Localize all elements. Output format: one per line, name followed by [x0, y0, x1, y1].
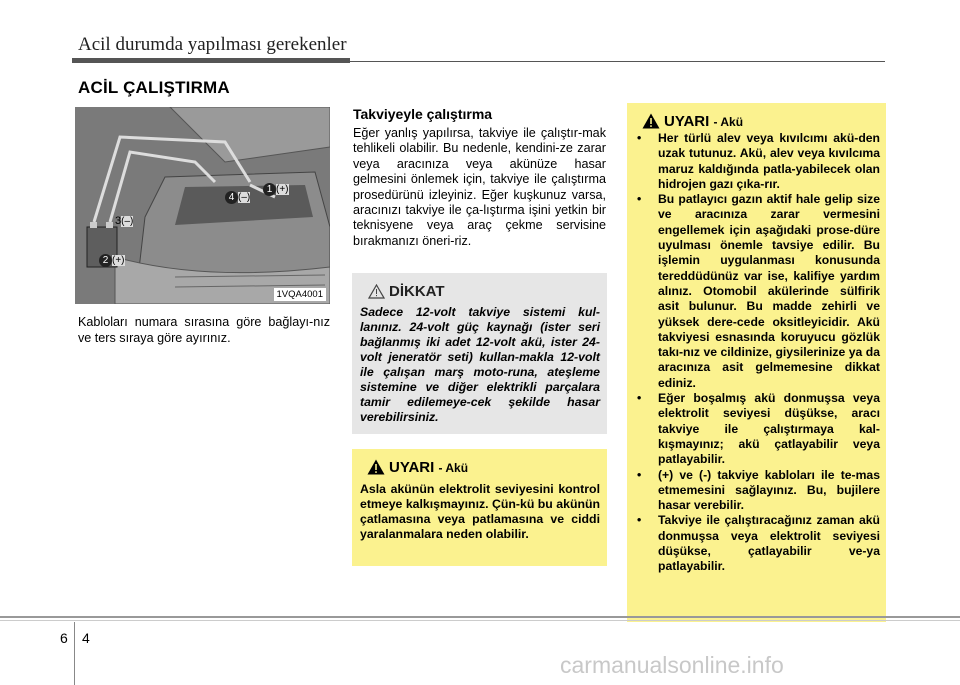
chapter-number: 6 [60, 630, 68, 646]
footer-rule [0, 616, 960, 618]
warning-list-item: • Eğer boşalmış akü donmuşsa veya elektrolit seviyesi düşükse, aracı takviye ile çalıştırmaya kal-kışmayınız; akü çatlayabilir veya patlayabilir. [637, 391, 880, 467]
warning-heading-large: UYARI - Akü [642, 113, 743, 130]
warning-list-item: • (+) ve (-) takviye kabloları ile te-mas etmemesini sağlayınız. Bu, bujilere hasar verebilir. [637, 467, 880, 513]
header-rule [72, 58, 350, 63]
warning-list-item: • Bu patlayıcı gazın aktif hale gelip size ve aracınıza zarar vermesini engellemek için aşağıdaki prose-düre uyulması önemle tavsiye edilir. Bu işlemin uygulanması konusunda tereddüdünüz var ise, kalifiye yardım alınız. Otomobil akülerinde sülfirik asit bulunur. Bu madde zehirli ve yüksek dere-cede oksitleyicidir. Akü takviyesi esnasında koruyucu gözlük takı-nız ve cildinize, giysilerinize ya da aracınıza asit gelmemesine dikkat ediniz. [637, 192, 880, 390]
page-number: 4 [82, 630, 90, 646]
figure-code: 1VQA4001 [274, 288, 326, 301]
label-2: 2 (+) [99, 250, 125, 268]
watermark: carmanualsonline.info [560, 652, 784, 678]
jump-start-heading: Takviyeyle çalıştırma [353, 106, 493, 122]
warning-triangle-icon [642, 113, 660, 129]
warning-box-battery-large [627, 103, 886, 622]
car-engine-illustration [75, 107, 330, 304]
header-title: Acil durumda yapılması gerekenler [78, 34, 347, 55]
header-rule-thin [350, 61, 885, 62]
warning-heading: UYARI - Akü [367, 459, 468, 476]
caution-heading: DİKKAT [368, 283, 445, 300]
warning-text: Asla akünün elektrolit seviyesini kontrol etmeye kalkışmayınız. Çün-kü bu akünün çatlamasına veya patlamasına ve ciddi yaralanmalara neden olabilir. [360, 482, 600, 541]
warning-list [635, 131, 880, 575]
caution-triangle-icon [368, 284, 385, 299]
figure-caption: Kabloları numara sırasına göre bağlayı-nız ve ters sıraya göre ayırınız. [78, 315, 330, 345]
section-title: ACİL ÇALIŞTIRMA [78, 78, 230, 97]
label-1: 1 (+) [263, 179, 289, 197]
jump-start-illustration [75, 107, 330, 304]
jump-start-body: Eğer yanlış yapılırsa, takviye ile çalıştır-mak tehlikeli olabilir. Bu nedenle, kendini-ze zarar veya aracınıza veya akünüze hasar gelmesini önlemek için, takviye ile çalıştırma prosedürünü izleyiniz. Eğer kuşkunuz varsa, aracınızı takviye ile ça-lıştırma işini yetkin bir teknisyene veya araç çekme servisine bırakmanızı öneri-riz. [353, 126, 606, 248]
warning-list-item: • Her türlü alev veya kıvılcımı akü-den uzak tutunuz. Akü, alev veya kıvılcıma maruz kaldığında patla-yabilecek olan hidrojen gazı çıka-rır. [637, 131, 880, 191]
warning-box-battery [352, 449, 607, 566]
footer-divider [74, 622, 75, 685]
footer-rule-thin [0, 620, 960, 621]
warning-triangle-icon [367, 459, 385, 475]
caution-box [352, 273, 607, 434]
label-4: 4 (–) [225, 187, 250, 205]
warning-list-item: • Takviye ile çalıştıracağınız zaman akü donmuşsa veya elektrolit seviyesi düşükse, çatlayabilir ve-ya patlayabilir. [637, 513, 880, 574]
caution-text: Sadece 12-volt takviye sistemi kul-lanınız. 24-volt güç kaynağı (ister seri bağlanmış iki adet 12-volt akü, ister 24-volt jeneratör seti) kullan-makla 12-volt ile çalışan marş moto-runa, ateşleme sistemine ve diğer elektrikli parçalara tamir edilemeye-cek şekilde hasar verebilirsiniz. [360, 305, 600, 424]
label-3: 3(–) [115, 215, 134, 227]
